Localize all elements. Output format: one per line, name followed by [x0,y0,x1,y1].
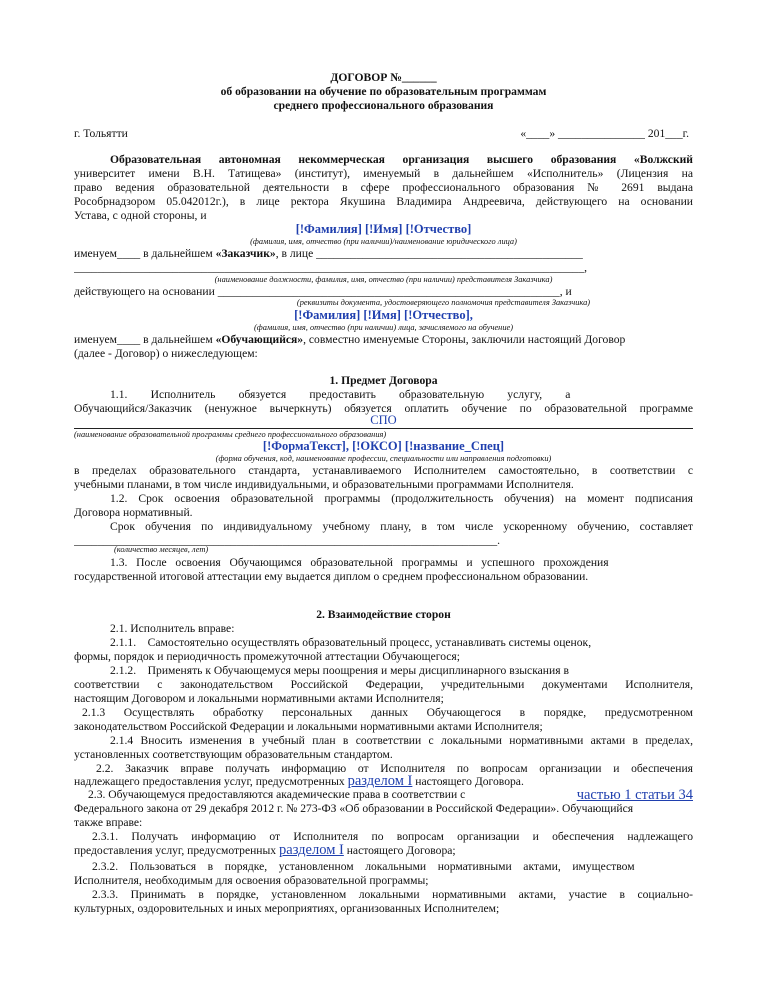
parties-line3: право ведения образовательной деятельности в сфере профессионального образования № 2691 выдана [74,181,693,194]
basis-hint: (реквизиты документа, удостоверяющего полномочия представителя Заказчика) [296,298,591,307]
document-subtitle-line1: об образовании на обучение по образовательным программам [220,85,547,98]
clause-2-3-2-line2: Исполнителя, необходимым для освоения образовательной программы; [74,874,429,887]
clause-2-3-text: 2.3. Обучающемуся предоставляются академические права в соответствии с [88,788,466,801]
clause-2-1-4-line2: установленных соответствующим образовательным стандартом. [74,748,393,761]
student-hint: (фамилия, имя, отчество (при наличии) лица, зачисляемого на обучение) [253,323,514,332]
city: г. Тольятти [74,127,128,140]
clause-2-2-text: надлежащего предоставления услуг, предусмотренных [74,775,348,788]
student-role: «Обучающийся» [215,333,304,346]
clause-2-3-line2: Федерального закона от 29 декабря 2012 г. № 273-ФЗ «Об образовании в Российской Федерации». Обучающийся [74,802,634,815]
clause-2-3-1-text: предоставления услуг, предусмотренных [74,844,280,857]
clause-2-1-3-line2: законодательством Российской Федерации и локальными нормативными актами Исполнителя; [74,720,543,733]
clause-1-2-line2: Договора нормативный. [74,506,193,519]
program-level: СПО [370,413,397,427]
clause-2-3-1-line2 [74,843,693,858]
clause-2-1-4-line1: 2.1.4 Вносить изменения в учебный план в соответствии с локальными нормативными актами в пределах, [110,734,693,747]
clause-2-3-line1 [74,788,693,802]
customer-hint: (фамилия, имя, отчество (при наличии)/наименование юридического лица) [250,237,517,246]
law-article-link[interactable]: частью 1 статьи 34 [576,787,693,803]
clause-1-2-line1: 1.2. Срок освоения образовательной программы (продолжительность обучения) на момент подписания [110,492,693,505]
document-title: ДОГОВОР №______ [330,71,437,84]
clause-2-3-2-line1: 2.3.2. Пользоваться в порядке, установленном локальными нормативными актами, имуществом [92,860,635,873]
program-hint: (наименование образовательной программы среднего профессионального образования) [74,430,387,439]
section1-title: 1. Предмет Договора [329,374,438,387]
clause-1-3-line2: государственной итоговой аттестации ему выдается диплом о среднем профессиональном образовании. [74,570,589,583]
clause-1-2-line3: Срок обучения по индивидуальному учебному плану, в том числе ускоренному обучению, составляет [110,520,693,533]
clause-2-3-3-line2: культурных, оздоровительных и иных мероприятиях, организованных Исполнителем; [74,902,500,915]
parties-line2: университет имени В.Н. Татищева» (институт), именуемый в дальнейшем «Исполнитель» (Лицензия на [74,167,693,180]
customer-role: «Заказчик» [215,247,276,260]
basis-line: действующего на основании ___________________________________________________________, и [74,285,572,298]
customer-named-prefix: именуем____ в дальнейшем [74,247,216,260]
clause-2-1-2-line1: 2.1.2. Применять к Обучающемуся меры поощрения и меры дисциплинарного взыскания в [110,664,569,677]
clause-2-1-1-line1: 2.1.1. Самостоятельно осуществлять образовательный процесс, устанавливать системы оценок, [110,636,592,649]
clause-2-1: 2.1. Исполнитель вправе: [110,622,235,635]
clause-2-2-line1: 2.2. Заказчик вправе получать информацию от Исполнителя по вопросам организации и обеспечения [96,762,693,775]
section2-title: 2. Взаимодействие сторон [316,608,451,621]
clause-2-3-line3: также вправе: [74,816,143,829]
clause-1-1-line4: учебными планами, в том числе индивидуальными, и образовательными программами Исполнителя. [74,478,574,491]
customer-named-line [74,247,693,261]
document-subtitle-line2: среднего профессионального образования [273,99,494,112]
student-named-prefix: именуем____ в дальнейшем [74,333,216,346]
customer-named-suffix: , в лице ______________________________________________ [275,247,583,260]
parties-line1: Образовательная автономная некоммерческая организация высшего образования «Волжский [110,153,693,166]
clause-2-1-2-line3: настоящим Договором и локальными нормативными актами Исполнителя; [74,692,444,705]
clause-1-1-line1: 1.1. Исполнитель обязуется предоставить образовательную услугу, а [110,388,571,401]
clause-2-1-1-line2: формы, порядок и периодичность промежуточной аттестации Обучающегося; [74,650,460,663]
representative-hint: (наименование должности, фамилия, имя, отчество (при наличии) представителя Заказчика) [214,275,553,284]
clause-2-3-3-line1: 2.3.3. Принимать в порядке, установленном локальными нормативными актами, участие в социально- [92,888,693,901]
section-1-link-2[interactable]: разделом I [279,842,344,858]
student-name-fields: [!Фамилия] [!Имя] [!Отчество], [294,308,473,322]
clause-2-3-1-tail: настоящего Договора; [343,844,456,857]
student-named-suffix: , совместно именуемые Стороны, заключили настоящий Договор [303,333,626,346]
parties-line4: Рособрнадзором 05.042012г.), в лице ректора Якушина Владимира Андреевича, действующего на основании [74,195,693,208]
clause-1-3-line1: 1.3. После освоения Обучающимся образовательной программы и успешного прохождения [110,556,609,569]
place-date-row [74,127,693,141]
clause-2-2-tail: настоящего Договора. [412,775,524,788]
section-1-link[interactable]: разделом I [347,773,413,789]
customer-name-fields: [!Фамилия] [!Имя] [!Отчество] [295,222,472,236]
student-named-line [74,333,693,347]
clause-2-1-2-line2: соответствии с законодательством Российской Федерации, учредительными документами Исполнителя, [74,678,693,691]
clause-1-1-line3: в пределах образовательного стандарта, устанавливаемого Исполнителем самостоятельно, в соответствии с [74,464,693,477]
representative-line: ________________________________________________________________________________________, [74,261,588,274]
study-form-hint: (форма обучения, код, наименование профессии, специальности или направления подготовки) [215,454,552,463]
duration-hint: (количество месяцев, лет) [114,545,209,554]
clause-2-3-1-line1: 2.3.1. Получать информацию от Исполнителя по вопросам организации и обеспечения надлежащего [92,830,693,843]
clause-1-2-line4: _________________________________________________________________________. [74,534,501,547]
program-underline [74,428,693,429]
clause-2-1-3-line1: 2.1.3 Осуществлять обработку персональных данных Обучающегося в порядке, предусмотренном [82,706,693,719]
study-form-fields: [!ФормаТекст], [!ОКСО] [!название_Спец] [262,439,505,453]
student-named-line2: (далее - Договор) о нижеследующем: [74,347,258,360]
contract-date: «____» _______________ 201___г. [520,127,689,140]
parties-line5: Устава, с одной стороны, и [74,209,207,222]
clause-1-1-line2: Обучающийся/Заказчик (ненужное вычеркнуть) обязуется оплатить обучение по образовательной программе [74,402,693,415]
